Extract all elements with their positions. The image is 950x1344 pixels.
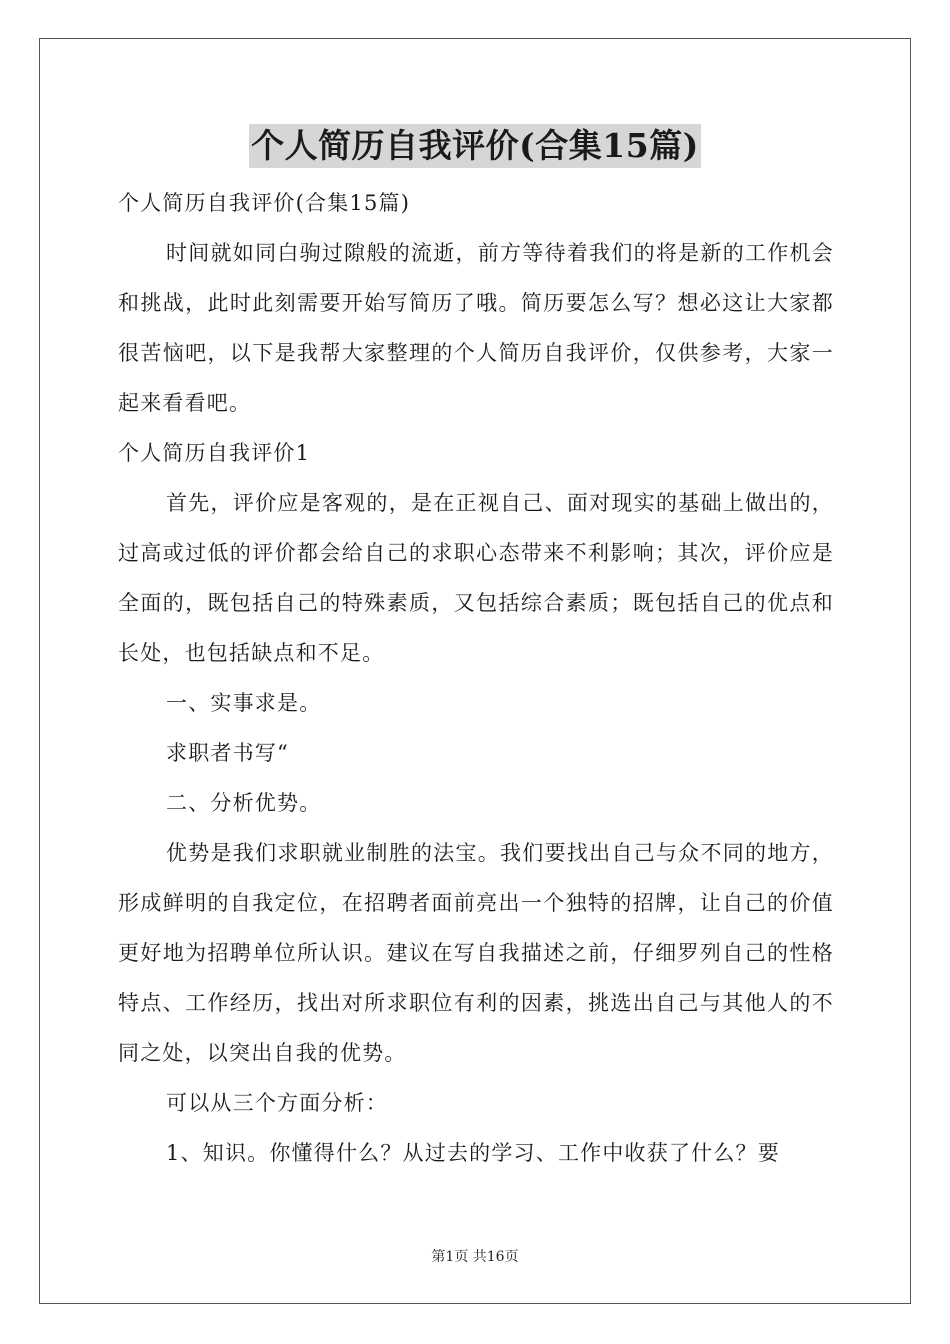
title-container <box>0 124 950 168</box>
paragraph-4: 可以从三个方面分析： <box>166 1091 388 1115</box>
paragraph-3: 优势是我们求职就业制胜的法宝。我们要找出自己与众不同的地方，形成鲜明的自我定位，在招聘者面前亮出一个独特的招牌，让自己的价值更好地为招聘单位所认识。建议在写自我描述之前，仔细罗列自己的性格特点、工作经历，找出对所求职位有利的因素，挑选出自己与其他人的不同之处，以突出自我的优势。 <box>118 841 834 1065</box>
section-heading: 个人简历自我评价1 <box>118 441 311 465</box>
page-footer: 第1页 共16页 <box>431 1249 519 1265</box>
document-title: 个人简历自我评价(合集15篇) <box>249 124 701 168</box>
document-subtitle: 个人简历自我评价(合集15篇) <box>118 191 411 215</box>
paragraph-1: 首先，评价应是客观的，是在正视自己、面对现实的基础上做出的，过高或过低的评价都会给自己的求职心态带来不利影响；其次，评价应是全面的，既包括自己的特殊素质，又包括综合素质；既包括自己的优点和长处，也包括缺点和不足。 <box>118 491 834 665</box>
point-heading-2: 二、分析优势。 <box>166 791 322 815</box>
paragraph-5: 1、知识。你懂得什么？从过去的学习、工作中收获了什么？要 <box>166 1141 780 1165</box>
paragraph-2: 求职者书写“ <box>166 741 289 765</box>
point-heading-1: 一、实事求是。 <box>166 691 322 715</box>
intro-paragraph: 时间就如同白驹过隙般的流逝，前方等待着我们的将是新的工作机会和挑战，此时此刻需要开始写简历了哦。简历要怎么写？想必这让大家都很苦恼吧，以下是我帮大家整理的个人简历自我评价，仅供参考，大家一起来看看吧。 <box>118 241 834 415</box>
document-body <box>118 178 834 1178</box>
